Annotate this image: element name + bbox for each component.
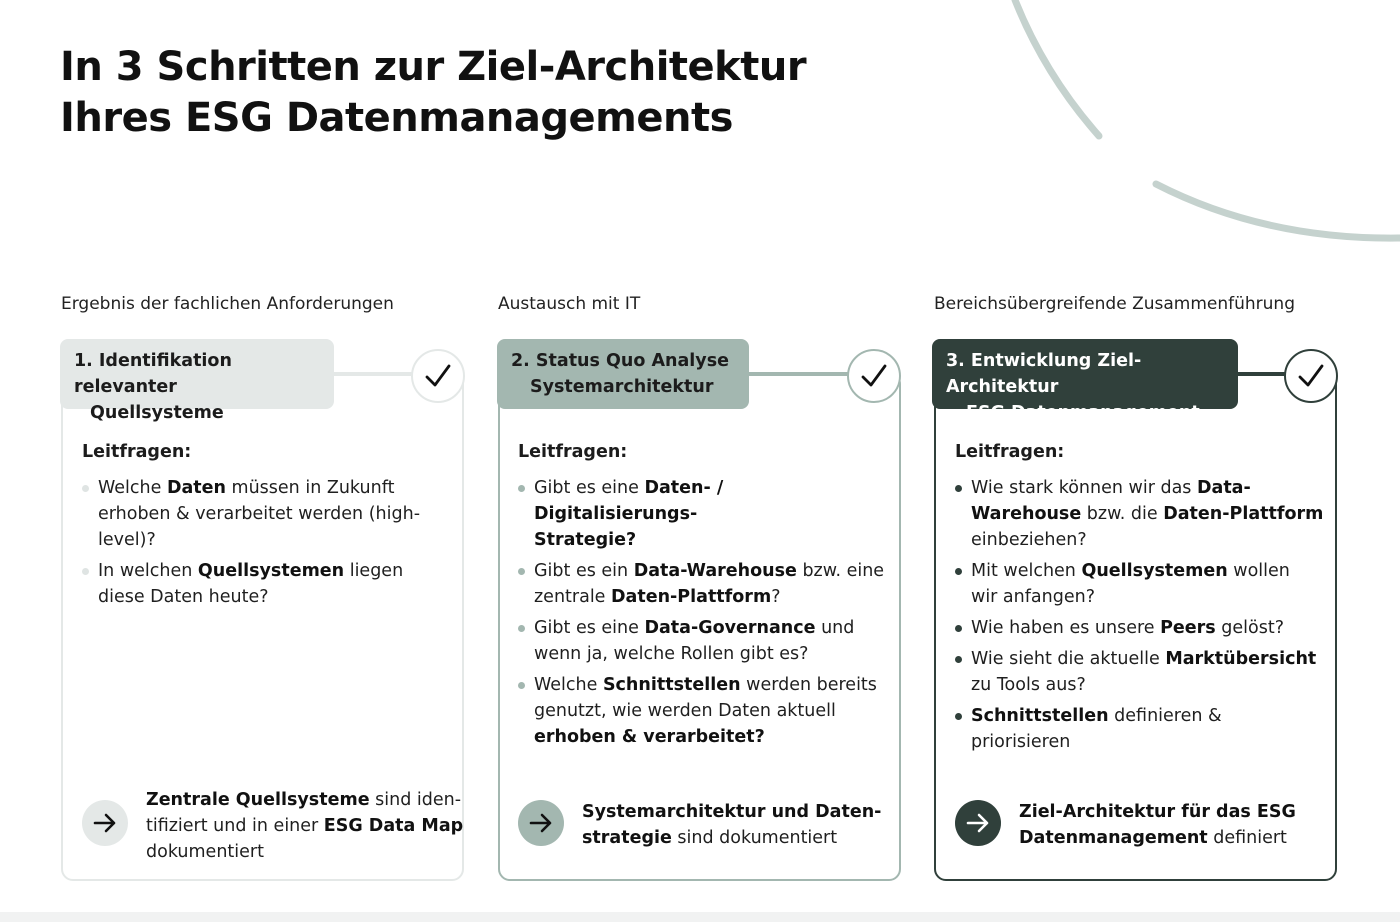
bold-text: Datenmanagement xyxy=(1019,828,1208,848)
bold-text: Schnittstellen xyxy=(602,675,741,695)
text: In welchen xyxy=(98,561,198,581)
leitfragen-heading-2: Leitfragen: xyxy=(518,442,628,462)
bold-text: Strategie? xyxy=(534,530,637,550)
bullet-icon xyxy=(518,568,525,575)
text: Wie haben es unsere xyxy=(971,618,1161,638)
question-item xyxy=(518,672,888,750)
bold-text: Zentrale Quellsysteme xyxy=(146,790,370,810)
text-line xyxy=(146,839,463,865)
bold-text: Systemarchitektur und Daten- xyxy=(582,802,882,822)
text: level)? xyxy=(98,530,156,550)
bullet-icon xyxy=(518,485,525,492)
result-text-1 xyxy=(146,787,463,865)
bold-text: Data-Warehouse xyxy=(633,561,797,581)
question-item xyxy=(955,703,1325,755)
text-line xyxy=(146,813,463,839)
question-list-1 xyxy=(82,475,452,615)
checkmark-icon xyxy=(847,349,901,403)
question-item xyxy=(955,646,1325,698)
step-header-2 xyxy=(497,339,749,409)
text-line xyxy=(534,584,888,610)
step-header-1-line-1: 1. Identifikation relevanter xyxy=(74,351,232,397)
text: Gibt es eine xyxy=(534,618,645,638)
bullet-icon xyxy=(518,682,525,689)
text-line xyxy=(1019,799,1296,825)
text-line xyxy=(971,527,1325,553)
bullet-icon xyxy=(518,625,525,632)
bold-text: Daten xyxy=(166,478,226,498)
bold-text: Data- xyxy=(1196,478,1251,498)
bold-text: Quellsystemen xyxy=(197,561,345,581)
question-item xyxy=(518,615,888,667)
result-text-2 xyxy=(582,799,881,851)
bold-text: Quellsystemen xyxy=(1081,561,1228,581)
question-list-2 xyxy=(518,475,888,755)
connector-line-2 xyxy=(749,374,851,376)
bold-text: Data-Governance xyxy=(644,618,816,638)
text: definiert xyxy=(1207,828,1287,848)
text: liegen xyxy=(344,561,404,581)
text: genutzt, wie werden Daten aktuell xyxy=(534,701,836,721)
text: müssen in Zukunft xyxy=(225,478,395,498)
text: wir anfangen? xyxy=(971,587,1095,607)
text: und xyxy=(815,618,855,638)
text-line xyxy=(1019,825,1296,851)
connector-line-3 xyxy=(1238,374,1288,376)
arrow-right-icon xyxy=(955,800,1001,846)
text-line xyxy=(971,672,1325,698)
connector-line-1 xyxy=(334,374,414,376)
bold-text: Daten- / Digitalisierungs- xyxy=(534,478,724,524)
bottom-band xyxy=(0,912,1400,922)
text: Wie stark können wir das xyxy=(971,478,1197,498)
text: Mit welchen xyxy=(971,561,1082,581)
bold-text: Daten-Plattform xyxy=(611,587,772,607)
checkmark-icon xyxy=(1284,349,1338,403)
text: Gibt es eine xyxy=(534,478,645,498)
text: bzw. die xyxy=(1081,504,1164,524)
text: werden bereits xyxy=(740,675,877,695)
bold-text: strategie xyxy=(582,828,672,848)
text: Wie sieht die aktuelle xyxy=(971,649,1166,669)
bullet-icon xyxy=(82,485,89,492)
page-title xyxy=(60,42,860,144)
bullet-icon xyxy=(955,713,962,720)
text: priorisieren xyxy=(971,732,1071,752)
text: zentrale xyxy=(534,587,612,607)
text-line xyxy=(98,501,452,527)
text: erhoben & verarbeitet werden (high- xyxy=(98,504,421,524)
text: Welche xyxy=(98,478,167,498)
step-header-3-line-1: 3. Entwicklung Ziel-Architektur xyxy=(946,351,1142,397)
step-header-1-line-2: Quellsysteme xyxy=(90,403,224,423)
text-line xyxy=(98,475,452,501)
text: sind iden- xyxy=(369,790,462,810)
leitfragen-heading-1: Leitfragen: xyxy=(82,442,192,462)
text-line xyxy=(971,703,1325,729)
bullet-icon xyxy=(955,568,962,575)
arrow-right-icon xyxy=(82,800,128,846)
arrow-right-icon xyxy=(518,800,564,846)
text-line xyxy=(971,475,1325,501)
text-line xyxy=(534,615,888,641)
text: definieren & xyxy=(1108,706,1222,726)
bold-text: ESG Data Map xyxy=(323,816,464,836)
bullet-icon xyxy=(955,485,962,492)
text-line xyxy=(146,787,463,813)
bold-text: Marktübersicht xyxy=(1165,649,1317,669)
bold-text: Warehouse xyxy=(971,504,1082,524)
step-header-1 xyxy=(60,339,334,423)
text-line xyxy=(534,724,888,750)
text: wenn ja, welche Rollen gibt es? xyxy=(534,644,809,664)
text-line xyxy=(534,475,888,527)
text: Welche xyxy=(534,675,603,695)
text: gelöst? xyxy=(1215,618,1285,638)
question-list-3 xyxy=(955,475,1325,760)
text-line xyxy=(971,615,1325,641)
text-line xyxy=(971,501,1325,527)
text-line xyxy=(971,729,1325,755)
question-item xyxy=(518,475,888,553)
bold-text: Daten-Plattform xyxy=(1163,504,1324,524)
text: ? xyxy=(771,587,781,607)
question-item xyxy=(955,475,1325,553)
bullet-icon xyxy=(955,625,962,632)
step-header-2-line-2: Systemarchitektur xyxy=(530,377,714,397)
step-header-3 xyxy=(932,339,1238,423)
text-line xyxy=(971,646,1325,672)
text-line xyxy=(534,558,888,584)
text-line xyxy=(582,825,881,851)
text: sind dokumentiert xyxy=(671,828,838,848)
title-line-2: Ihres ESG Datenmanagements xyxy=(60,95,733,141)
step-header-2-line-1: 2. Status Quo Analyse xyxy=(511,351,729,371)
text-line xyxy=(98,558,452,584)
text-line xyxy=(534,698,888,724)
text: bzw. eine xyxy=(796,561,885,581)
question-item xyxy=(82,475,452,553)
text-line xyxy=(98,527,452,553)
text: tifiziert und in einer xyxy=(146,816,324,836)
text: Gibt es ein xyxy=(534,561,634,581)
bold-text: erhoben & verarbeitet? xyxy=(534,727,765,747)
text-line xyxy=(534,672,888,698)
question-item xyxy=(955,615,1325,641)
bold-text: Ziel-Architektur für das ESG xyxy=(1019,802,1296,822)
question-item xyxy=(82,558,452,610)
text: einbeziehen? xyxy=(971,530,1087,550)
text-line xyxy=(98,584,452,610)
result-text-3 xyxy=(1019,799,1296,851)
bullet-icon xyxy=(82,568,89,575)
text: dokumentiert xyxy=(146,842,264,862)
text: zu Tools aus? xyxy=(971,675,1086,695)
leitfragen-heading-3: Leitfragen: xyxy=(955,442,1065,462)
question-item xyxy=(955,558,1325,610)
column-subtitle-2: Austausch mit IT xyxy=(498,294,641,314)
question-item xyxy=(518,558,888,610)
column-subtitle-3: Bereichsübergreifende Zusammenführung xyxy=(934,294,1295,314)
text-line xyxy=(534,641,888,667)
text-line xyxy=(582,799,881,825)
column-subtitle-1: Ergebnis der fachlichen Anforderungen xyxy=(61,294,394,314)
step-header-3-line-2: ESG Datenmanagement xyxy=(966,403,1200,423)
text-line xyxy=(971,584,1325,610)
bold-text: Peers xyxy=(1160,618,1216,638)
checkmark-icon xyxy=(411,349,465,403)
bullet-icon xyxy=(955,656,962,663)
text: wollen xyxy=(1227,561,1290,581)
text-line xyxy=(971,558,1325,584)
text-line xyxy=(534,527,888,553)
title-line-1: In 3 Schritten zur Ziel-Architektur xyxy=(60,44,807,90)
text: diese Daten heute? xyxy=(98,587,269,607)
bold-text: Schnittstellen xyxy=(971,706,1109,726)
